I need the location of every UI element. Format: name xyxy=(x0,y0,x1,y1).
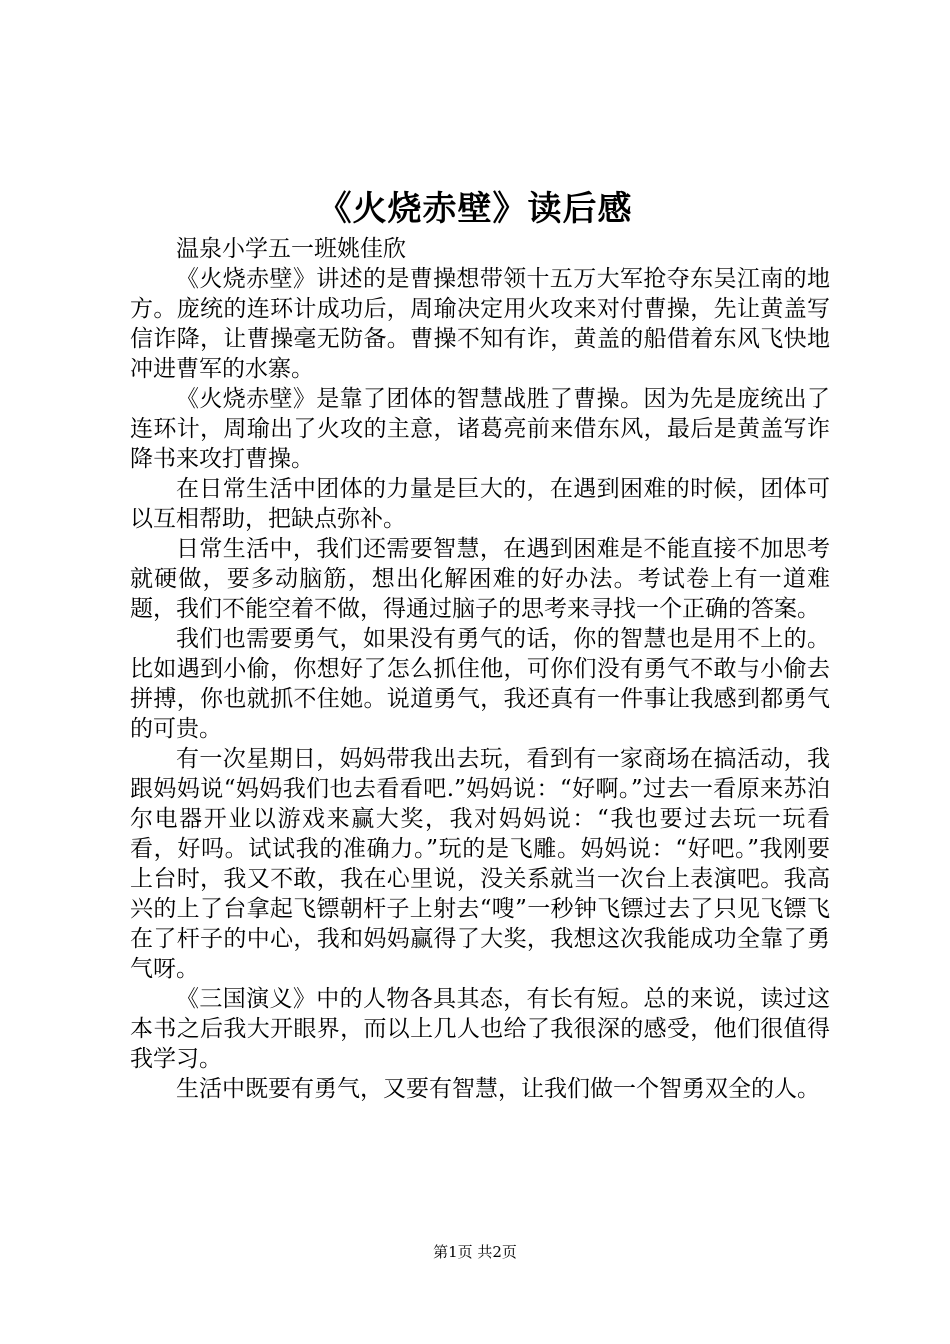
paragraph-3: 在日常生活中团体的力量是巨大的，在遇到困难的时候，团体可以互相帮助，把缺点弥补。 xyxy=(130,476,830,532)
author-line: 温泉小学五一班姚佳欣 xyxy=(176,236,406,262)
page-footer: 第1页 共2页 xyxy=(433,1243,517,1261)
paragraph-1: 《火烧赤壁》讲述的是曹操想带领十五万大军抢夺东吴江南的地方。庞统的连环计成功后，周瑜决定用火攻来对付曹操，先让黄盖写信诈降，让曹操毫无防备。曹操不知有诈，黄盖的船借着东风飞快地冲进曹军的水寨。 xyxy=(130,266,830,382)
paragraph-4: 日常生活中，我们还需要智慧，在遇到困难是不能直接不加思考就硬做，要多动脑筋，想出化解困难的好办法。考试卷上有一道难题，我们不能空着不做，得通过脑子的思考来寻找一个正确的答案。 xyxy=(130,536,830,622)
paragraph-2: 《火烧赤壁》是靠了团体的智慧战胜了曹操。因为先是庞统出了连环计，周瑜出了火攻的主意，诸葛亮前来借东风，最后是黄盖写诈降书来攻打曹操。 xyxy=(130,386,830,472)
document-title: 《火烧赤壁》读后感 xyxy=(317,189,633,229)
document-body xyxy=(130,234,830,1104)
paragraph-7: 《三国演义》中的人物各具其态，有长有短。总的来说，读过这本书之后我大开眼界，而以上几人也给了我很深的感受，他们很值得我学习。 xyxy=(130,986,830,1072)
paragraph-8: 生活中既要有勇气，又要有智慧，让我们做一个智勇双全的人。 xyxy=(176,1076,820,1102)
paragraph-6: 有一次星期日，妈妈带我出去玩，看到有一家商场在搞活动，我跟妈妈说“妈妈我们也去看看吧.”妈妈说：“好啊。”过去一看原来苏泊尔电器开业以游戏来赢大奖，我对妈妈说：“我也要过去玩一玩看看，好吗。试试我的准确力。”玩的是飞雕。妈妈说：“好吧。”我刚要上台时，我又不敢，我在心里说，没关系就当一次台上表演吧。我高兴的上了台拿起飞镖朝杆子上射去“嗖”一秒钟飞镖过去了只见飞镖飞在了杆子的中心，我和妈妈赢得了大奖，我想这次我能成功全靠了勇气呀。 xyxy=(130,746,830,982)
paragraph-5: 我们也需要勇气，如果没有勇气的话，你的智慧也是用不上的。比如遇到小偷，你想好了怎么抓住他，可你们没有勇气不敢与小偷去拼搏，你也就抓不住她。说道勇气，我还真有一件事让我感到都勇气的可贵。 xyxy=(130,626,830,742)
